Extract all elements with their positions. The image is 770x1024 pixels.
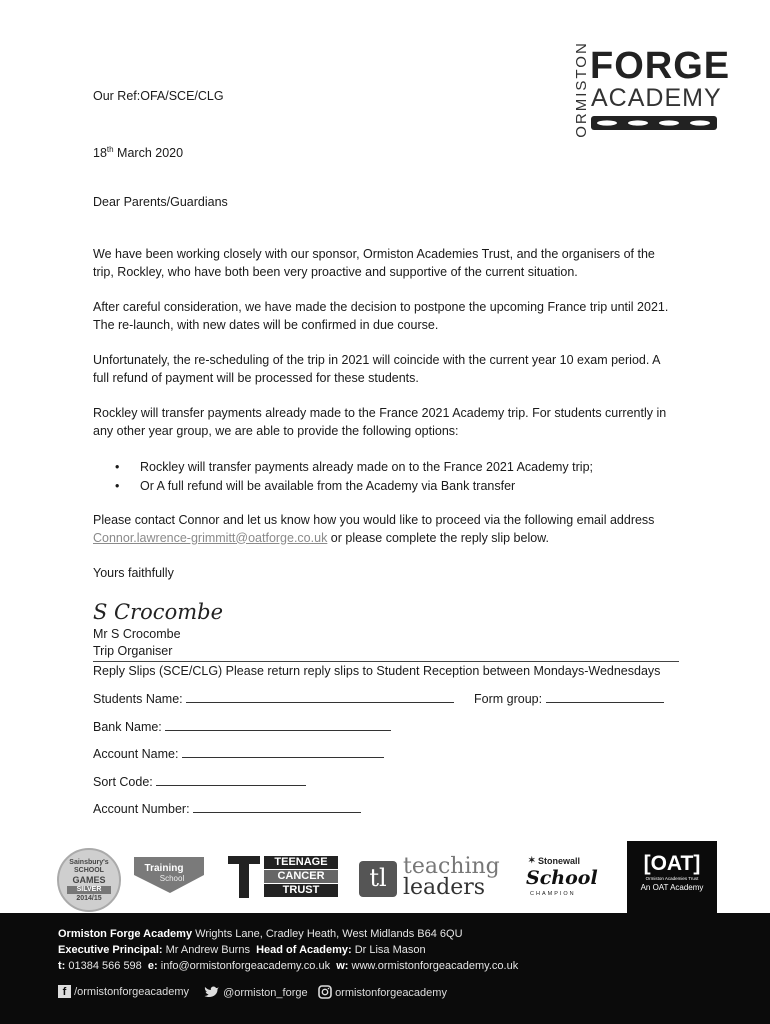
school-games-badge: Sainsbury's SCHOOL GAMES SILVER 2014/15	[57, 848, 121, 912]
footer	[0, 913, 770, 1024]
footer-address: Ormiston Forge Academy Wrights Lane, Cradley Heath, West Midlands B64 6QU	[58, 928, 463, 940]
facebook-icon: f	[58, 985, 71, 998]
svg-text:School: School	[159, 874, 185, 883]
email-link[interactable]: Connor.lawrence-grimmitt@oatforge.co.uk	[93, 530, 328, 545]
chain-icon	[591, 115, 717, 131]
closing: Yours faithfully	[93, 566, 174, 580]
signer-role: Trip Organiser	[93, 644, 173, 658]
reply-slip-heading: Reply Slips (SCE/CLG) Please return reply slips to Student Reception between Mondays-Wednesdays	[93, 664, 661, 678]
instagram-icon	[318, 985, 332, 999]
bank-name-field[interactable]: Bank Name:	[93, 718, 391, 737]
list-item: • Or A full refund will be available from the Academy via Bank transfer	[93, 477, 593, 496]
twitter-icon	[204, 985, 220, 998]
account-name-field[interactable]: Account Name:	[93, 745, 384, 764]
twitter-link[interactable]: @ormiston_forge	[204, 985, 308, 999]
training-school-badge	[130, 853, 208, 897]
account-number-field[interactable]: Account Number:	[93, 800, 361, 819]
teaching-leaders-logo: tl teaching leaders	[357, 858, 505, 900]
stonewall-badge: ✶ Stonewall School CHAMPION	[526, 855, 598, 897]
paragraph-3: Unfortunately, the re-scheduling of the trip in 2021 will coincide with the current year 10 exam period. A full refund of payment will be processed for these students.	[93, 353, 660, 385]
instagram-link[interactable]: ormistonforgeacademy	[318, 985, 447, 999]
footer-staff: Executive Principal: Mr Andrew Burns Head of Academy: Dr Lisa Mason	[58, 944, 426, 956]
logo-side-text: ORMISTON	[572, 41, 590, 138]
paragraph-2: After careful consideration, we have made the decision to postpone the upcoming France trip until 2021. The re-launch, with new dates will be confirmed in due course.	[93, 300, 669, 332]
sort-code-field[interactable]: Sort Code:	[93, 773, 306, 792]
paragraph-1: We have been working closely with our sponsor, Ormiston Academies Trust, and the organisers of the trip, Rockley, who have both been very proactive and supportive of the current situation.	[93, 247, 655, 279]
letter-date: 18th March 2020	[93, 145, 184, 161]
reference: Our Ref:OFA/SCE/CLG	[93, 89, 224, 103]
teenage-cancer-trust-logo: TEENAGE CANCER TRUST	[228, 856, 338, 898]
oat-logo: [OAT] Ormiston Academies Trust An OAT Academy	[627, 841, 717, 913]
paragraph-5: Please contact Connor and let us know how you would like to proceed via the following email address Connor.lawrence-grimmitt@oatforge.co.uk or please complete the reply slip below.	[93, 513, 655, 545]
signature: S Crocombe	[93, 600, 223, 624]
svg-text:Training: Training	[144, 863, 184, 874]
paragraph-4: Rockley will transfer payments already made to the France 2021 Academy trip. For students currently in any other year group, we are able to provide the following options:	[93, 406, 667, 438]
options-list	[93, 458, 593, 496]
stonewall-star-icon: ✶	[528, 855, 536, 865]
facebook-link[interactable]: f /ormistonforgeacademy	[58, 985, 189, 998]
students-name-field[interactable]: Students Name:	[93, 690, 454, 709]
signer-name: Mr S Crocombe	[93, 627, 181, 641]
salutation: Dear Parents/Guardians	[93, 195, 228, 209]
logo-title: FORGE	[590, 45, 731, 87]
form-group-field[interactable]: Form group:	[474, 690, 664, 709]
list-item: • Rockley will transfer payments already made on to the France 2021 Academy trip;	[93, 458, 593, 477]
footer-contact: t: 01384 566 598 e: info@ormistonforgeacademy.co.uk w: www.ormistonforgeacademy.co.uk	[58, 960, 519, 972]
divider	[93, 661, 679, 662]
academy-logo	[567, 41, 731, 138]
logo-subtitle: ACADEMY	[591, 84, 722, 112]
